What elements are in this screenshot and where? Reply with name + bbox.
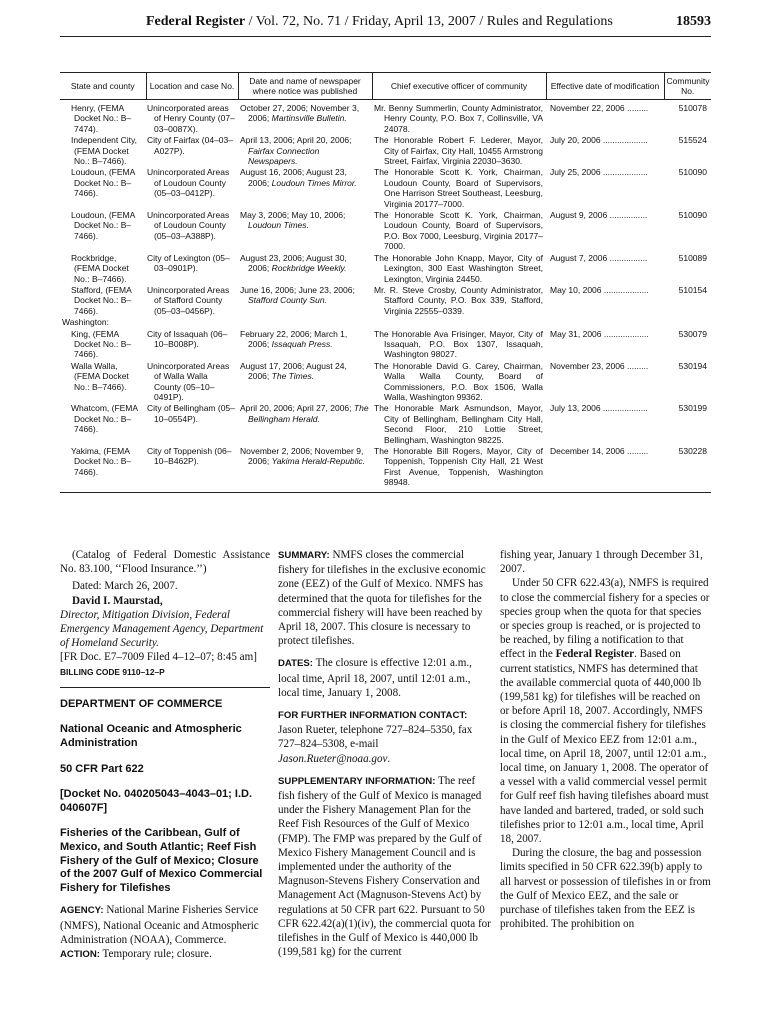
cell-newspaper bbox=[238, 100, 372, 136]
docket-heading: [Docket No. 040205043–4043–01; I.D. 040607F] bbox=[60, 788, 253, 814]
cell-state-county: Stafford, (FEMA Docket No.: B–7466). bbox=[71, 284, 132, 316]
col-header-effective-date: Effective date of modification bbox=[546, 73, 664, 100]
signer-name: David I. Maurstad, bbox=[72, 594, 163, 607]
section-name: Rules and Regulations bbox=[486, 14, 613, 29]
paragraph-bag-limits: During the closure, the bag and possession limits specified in 50 CFR 622.39(b) apply to all harvest or possession of tilefishes in or from the Gulf of Mexico EEZ, and the sale or purchase of tilefishes taken from the EEZ is prohibited. The prohibition on bbox=[500, 847, 711, 931]
table-row bbox=[60, 210, 711, 253]
cell-effective-date: July 13, 2006 ................... bbox=[550, 403, 648, 414]
rule-title: Fisheries of the Caribbean, Gulf of Mexico, and South Atlantic; Reef Fish Fishery of the Gulf of Mexico; Closure of the 2007 Gulf of Mexico Commercial Fishery for Tilefishes bbox=[60, 827, 263, 894]
cell-newspaper bbox=[238, 446, 372, 492]
cell-location: Unincorporated Areas of Loudoun County (05–03–0412P). bbox=[147, 167, 230, 199]
cell-state-county: Henry, (FEMA Docket No.: B–7474). bbox=[71, 103, 132, 134]
cell-newspaper bbox=[238, 329, 372, 361]
cell-newspaper bbox=[238, 210, 372, 253]
newspaper-dates: April 13, 2006; April 20, 2006; bbox=[240, 135, 352, 146]
col-header-state: State and county bbox=[60, 73, 146, 100]
table-row bbox=[60, 167, 711, 210]
newspaper-name: Stafford County Sun. bbox=[248, 295, 327, 306]
cell-newspaper bbox=[238, 135, 372, 167]
newspaper-dates: April 20, 2006; April 27, 2006; bbox=[240, 403, 352, 414]
cell-newspaper bbox=[238, 403, 372, 446]
newspaper-name: Yakima Herald-Republic. bbox=[271, 456, 366, 467]
agency-heading: National Oceanic and Atmospheric Administration bbox=[60, 723, 242, 750]
signer-title: Director, Mitigation Division, Federal Emergency Management Agency, Department of Homeland Security. bbox=[60, 608, 264, 650]
newspaper-dates: November 2, 2006; November 9, 2006; bbox=[240, 446, 364, 467]
cell-community-no: 510078 bbox=[678, 103, 707, 113]
summary-text: NMFS closes the commercial fishery for tilefishes in the exclusive economic zone (EEZ) of the Gulf of Mexico. NMFS has determined that the quota for tilefishes for the commercial fishery will have been reached by April 18, 2007. This closure is necessary to protect tilefishes. bbox=[278, 549, 486, 648]
col-header-ceo: Chief executive officer of community bbox=[372, 73, 546, 100]
paragraph-closure-authority bbox=[500, 576, 711, 846]
table-row bbox=[60, 446, 711, 492]
table-body bbox=[60, 100, 711, 493]
cell-chief-executive: The Honorable Bill Rogers, Mayor, City of Toppenish, Toppenish City Hall, 21 West First Avenue, Toppenish, Washington 98948. bbox=[372, 446, 546, 492]
col-header-newspaper: Date and name of newspaper where notice was published bbox=[238, 73, 372, 100]
cell-effective-date: July 20, 2006 ................... bbox=[550, 135, 648, 146]
cell-state-county: Loudoun, (FEMA Docket No.: B–7466). bbox=[71, 210, 135, 241]
cell-chief-executive: Mr. Benny Summerlin, County Administrator, Henry County, P.O. Box 7, Collinsville, VA 24078. bbox=[374, 103, 543, 134]
paragraph-fishing-year: fishing year, January 1 through December 31, 2007. bbox=[500, 549, 703, 576]
newspaper-dates: August 17, 2006; August 24, 2006; bbox=[240, 360, 347, 382]
cell-chief-executive: The Honorable Scott K. York, Chairman, Loudoun County, Board of Supervisors, P.O. Box 7000, Leesburg, Virginia 20177–7000. bbox=[374, 210, 543, 252]
supplementary-block bbox=[278, 774, 492, 960]
column-3 bbox=[500, 548, 711, 931]
running-header bbox=[60, 14, 711, 37]
cell-effective-date: May 10, 2006 ................... bbox=[550, 284, 649, 295]
cell-community-no: 530199 bbox=[678, 403, 707, 414]
col-header-location: Location and case No. bbox=[146, 73, 238, 100]
newspaper-dates: June 16, 2006; June 23, 2006; bbox=[240, 284, 355, 295]
agency-text: National Marine Fisheries Service (NMFS), National Oceanic and Atmospheric Administration (NOAA), Commerce. bbox=[60, 904, 259, 946]
table-row bbox=[60, 253, 711, 285]
newspaper-name: The Times. bbox=[271, 371, 315, 382]
newspaper-name: Loudoun Times Mirror. bbox=[271, 177, 357, 188]
dates-label: DATES: bbox=[278, 658, 313, 670]
cell-location: Unincorporated areas of Henry County (07–03–0087X). bbox=[147, 103, 235, 134]
table-row bbox=[60, 135, 711, 167]
cell-chief-executive: The Honorable Ava Frisinger, Mayor, City of Issaquah, P.O. Box 1307, Issaquah, Washington 98027. bbox=[374, 328, 543, 360]
cell-location: City of Lexington (05–03–0901P). bbox=[147, 252, 230, 274]
cell-state-county: Rockbridge, (FEMA Docket No.: B–7466). bbox=[71, 252, 129, 284]
cell-effective-date: December 14, 2006 ......... bbox=[546, 446, 664, 492]
cell-newspaper bbox=[238, 253, 372, 285]
community-modification-table bbox=[60, 72, 711, 493]
page-number: 18593 bbox=[676, 14, 711, 29]
supplementary-text: The reef fish fishery of the Gulf of Mexico is managed under the Fishery Management Plan for the Reef Fish Resources of the Gulf of Mexico (FMP). The FMP was prepared by the Gulf of Mexico Fishery Management Council and is implemented under the authority of the Magnuson-Stevens Fishery Conservation and Management Act (Magnuson-Stevens Act) by regulations at 50 CFR part 622. Pursuant to 50 CFR 622.42(a)(1)(iv), the commercial quota for tilefishes in the Gulf of Mexico is 440,000 lb (199,581 kg) for the current bbox=[278, 774, 491, 959]
cell-community-no: 530079 bbox=[678, 328, 707, 339]
dates-block bbox=[278, 656, 492, 700]
cell-newspaper bbox=[238, 285, 372, 317]
table-group-row bbox=[60, 317, 711, 328]
cell-state-county: Walla Walla, (FEMA Docket No.: B–7466). bbox=[71, 360, 129, 392]
cell-community-no: 510154 bbox=[678, 284, 707, 295]
dates-text: The closure is effective 12:01 a.m., local time, April 18, 2007, until 12:01 a.m., local time, January 1, 2008. bbox=[278, 657, 472, 699]
closure-text-a: Under 50 CFR 622.43(a), NMFS is required to close the commercial fishery for a species or species group when the quota for that species or species group is reached, or is projected to be reached, by filing a notification to that effect in the bbox=[500, 577, 710, 661]
contact-block bbox=[278, 708, 492, 766]
cell-community-no: 530228 bbox=[664, 446, 711, 492]
cell-community-no: 510090 bbox=[678, 167, 707, 178]
cell-location: Unincorporated Areas of Walla Walla County (05–10–0491P). bbox=[147, 360, 230, 402]
cell-effective-date: August 7, 2006 ................ bbox=[550, 252, 648, 263]
table-row bbox=[60, 329, 711, 361]
table-row bbox=[60, 403, 711, 446]
cell-state-county: Loudoun, (FEMA Docket No.: B–7466). bbox=[71, 167, 135, 199]
billing-code: BILLING CODE 9110–12–P bbox=[60, 666, 165, 677]
newspaper-dates: May 3, 2006; May 10, 2006; bbox=[240, 210, 346, 221]
newspaper-name: The Bellingham Herald. bbox=[248, 403, 369, 424]
cell-community-no: 530194 bbox=[678, 360, 707, 371]
issue-date: Friday, April 13, 2007 bbox=[351, 14, 476, 29]
cell-effective-date: November 22, 2006 ......... bbox=[550, 103, 649, 113]
supplementary-label: SUPPLEMENTARY INFORMATION: bbox=[278, 775, 436, 787]
newspaper-name: Martinsville Bulletin. bbox=[271, 113, 347, 124]
cell-state-county: Whatcom, (FEMA Docket No.: B–7466). bbox=[71, 403, 138, 435]
cell-newspaper bbox=[238, 167, 372, 210]
cell-location: City of Fairfax (04–03–A027P). bbox=[147, 135, 233, 156]
cell-newspaper bbox=[238, 361, 372, 404]
dated-line: Dated: March 26, 2007. bbox=[72, 580, 178, 593]
newspaper-dates: August 16, 2006; August 23, 2006; bbox=[240, 167, 347, 188]
cell-state-county: Independent City, (FEMA Docket No.: B–7466). bbox=[71, 135, 137, 167]
cell-chief-executive: The Honorable Scott K. York, Chairman, Loudoun County, Board of Supervisors, One Harrison Street Southeast, Leesburg, Virginia 20177–7000. bbox=[374, 167, 543, 209]
cell-state-county: Yakima, (FEMA Docket No.: B–7466). bbox=[60, 446, 146, 492]
contact-text: Jason Rueter, telephone 727–824–5350, fax 727–824–5308, e-mail bbox=[278, 724, 473, 751]
catalog-note: (Catalog of Federal Domestic Assistance No. 83.100, ‘‘Flood Insurance.’’) bbox=[60, 549, 270, 576]
cell-chief-executive: The Honorable David G. Carey, Chairman, Walla Walla County, Board of Commissioners, P.O. Box 1506, Walla Walla, Washington 99362. bbox=[374, 360, 543, 402]
contact-label: FOR FURTHER INFORMATION CONTACT: bbox=[278, 710, 468, 722]
newspaper-name: Loudoun Times. bbox=[248, 220, 309, 231]
summary-label: SUMMARY: bbox=[278, 550, 330, 561]
newspaper-name: Fairfax Connection Newspapers. bbox=[248, 145, 320, 167]
table-row bbox=[60, 285, 711, 317]
cell-chief-executive: The Honorable Robert F. Lederer, Mayor, City of Fairfax, City Hall, 10455 Armstrong Street, Fairfax, Virginia 22030–3630. bbox=[374, 135, 543, 167]
cell-effective-date: May 31, 2006 ................... bbox=[550, 328, 649, 339]
cfr-part-heading: 50 CFR Part 622 bbox=[60, 762, 144, 775]
department-heading: DEPARTMENT OF COMMERCE bbox=[60, 697, 223, 710]
cell-location: City of Bellingham (05–10–0554P). bbox=[147, 403, 235, 424]
contact-email[interactable]: Jason.Rueter@noaa.gov bbox=[278, 752, 388, 765]
table-header-row bbox=[60, 73, 711, 100]
action-text: Temporary rule; closure. bbox=[102, 947, 212, 960]
action-block bbox=[60, 947, 270, 962]
issue-volume: Vol. 72, No. 71 bbox=[255, 14, 342, 29]
cell-location: Unincorporated Areas of Stafford County (05–03–0456P). bbox=[147, 284, 230, 316]
group-label: Washington: bbox=[62, 317, 109, 328]
newspaper-dates: October 27, 2006; November 3, 2006; bbox=[240, 103, 360, 124]
cell-chief-executive: The Honorable John Knapp, Mayor, City of Lexington, 300 East Washington Street, Lexington, Virginia 24450. bbox=[374, 252, 543, 284]
header-citation: Federal Register / Vol. 72, No. 71 / Friday, April 13, 2007 / Rules and Regulations bbox=[146, 14, 613, 29]
table-row bbox=[60, 361, 711, 404]
journal-name: Federal Register bbox=[146, 14, 246, 29]
column-1 bbox=[60, 548, 270, 962]
cell-chief-executive: The Honorable Mark Asmundson, Mayor, City of Bellingham, Bellingham City Hall, Second Floor, 210 Lottie Street, Bellingham, Washington 98225. bbox=[374, 403, 543, 445]
cell-community-no: 515524 bbox=[678, 135, 707, 146]
cell-community-no: 510089 bbox=[678, 252, 707, 263]
contact-period: . bbox=[387, 752, 391, 765]
cell-community-no: 510090 bbox=[678, 210, 707, 221]
closure-text-b: . Based on current statistics, NMFS has determined that the available commercial quota of 440,000 lb (199,581 kg) for tilefishes will be reached on or before April 18, 2007. Accordingly, NMFS is closing the commercial fishery for tilefishes in the Gulf of Mexico EEZ from 12:01 a.m., local time, on April 18, 2007, until 12:01 a.m., local time, on January 1, 2008. The operator of a vessel with a valid commercial vessel permit for Gulf reef fish having tilefishes aboard must have landed and bartered, traded, or sold such tilefishes prior to 12:01 a.m., local time, April 18, 2007. bbox=[500, 648, 709, 846]
cell-location: City of Toppenish (06–10–B462P). bbox=[146, 446, 238, 492]
cell-location: City of Issaquah (06–10–B008P). bbox=[147, 328, 228, 349]
column-2 bbox=[278, 548, 492, 959]
action-label: ACTION: bbox=[60, 948, 100, 960]
fr-doc-line: [FR Doc. E7–7009 Filed 4–12–07; 8:45 am] bbox=[60, 651, 257, 664]
newspaper-dates: August 23, 2006; August 30, 2006; bbox=[240, 252, 347, 274]
cell-chief-executive: Mr. R. Steve Crosby, County Administrator, Stafford County, P.O. Box 339, Stafford, Virginia 22555–0339. bbox=[374, 284, 543, 316]
federal-register-ref: Federal Register bbox=[555, 648, 635, 661]
agency-label: AGENCY: bbox=[60, 905, 104, 917]
summary-block bbox=[278, 548, 492, 648]
newspaper-name: Issaquah Press. bbox=[271, 338, 333, 349]
newspaper-name: Rockbridge Weekly. bbox=[271, 263, 347, 274]
agency-block bbox=[60, 903, 270, 947]
cell-location: Unincorporated Areas of Loudoun County (05–03–A388P). bbox=[147, 210, 230, 241]
col-header-community-no: Community No. bbox=[664, 73, 711, 100]
section-divider bbox=[60, 687, 270, 688]
cell-state-county: King, (FEMA Docket No.: B–7466). bbox=[71, 328, 132, 360]
cell-effective-date: November 23, 2006 ......... bbox=[550, 360, 649, 371]
cell-effective-date: July 25, 2006 ................... bbox=[550, 167, 648, 178]
newspaper-dates: February 22, 2006; March 1, 2006; bbox=[240, 328, 348, 349]
cell-effective-date: August 9, 2006 ................ bbox=[550, 210, 648, 221]
table-row bbox=[60, 100, 711, 136]
